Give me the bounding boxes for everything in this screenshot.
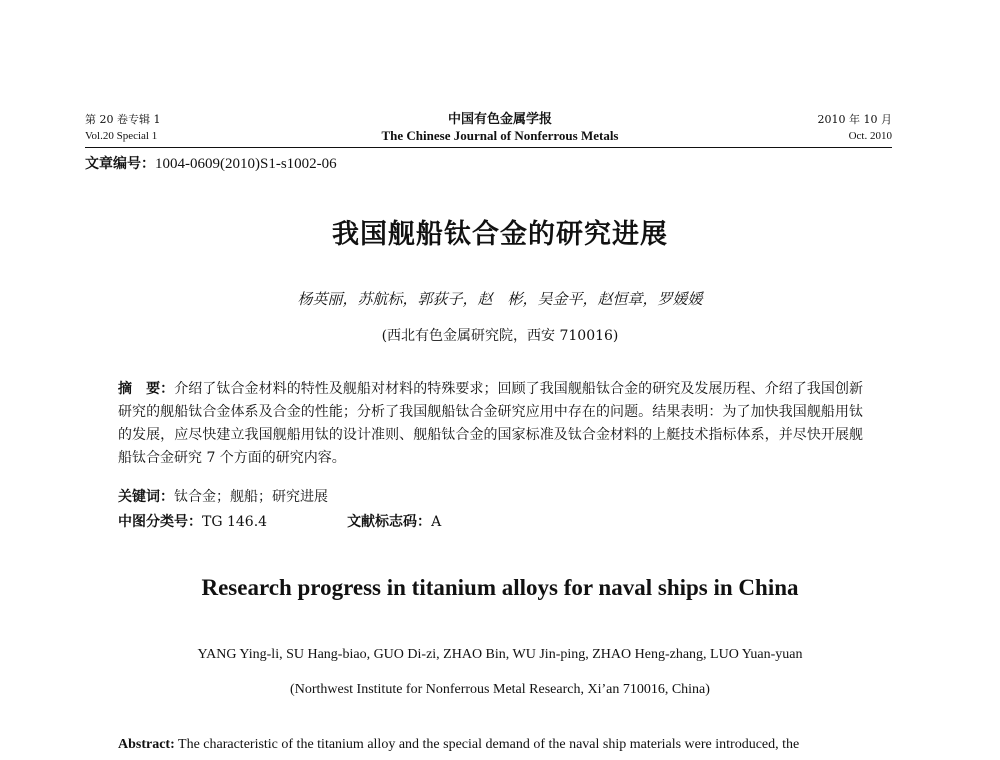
abstract-zh-text: 介绍了钛合金材料的特性及舰船对材料的特殊要求；回顾了我国舰船钛合金的研究及发展历程、介绍了我国创新研究的舰船钛合金体系及合金的性能；分析了我国舰船钛合金研究应用中存在的问题。结果表明：为了加快我国舰船用钛的发展，应尽快建立我国舰船用钛的设计准则、舰船钛合金的国家标准及钛合金材料的上艇技术指标体系，并尽快开展舰船钛合金研究 7 个方面的研究内容。 (118, 381, 864, 466)
article-number-value: 1004-0609(2010)S1-s1002-06 (155, 156, 337, 172)
article-number (85, 153, 337, 173)
journal-title-zh: 中国有色金属学报 (447, 112, 552, 127)
volume-zh: 第 20 卷专辑 1 (85, 113, 161, 126)
authors-zh: 杨英丽，苏航标，郭荻子，赵 彬，吴金平，赵恒章，罗媛媛 (297, 290, 703, 308)
date-zh: 2010 年 10 月 (817, 113, 892, 126)
classification-zh (118, 511, 441, 531)
volume-en: Vol.20 Special 1 (85, 130, 158, 142)
journal-title-en: The Chinese Journal of Nonferrous Metals (381, 128, 619, 143)
keywords-zh-label: 关键词： (118, 489, 174, 505)
affiliation-zh: (西北有色金属研究院，西安 710016) (381, 328, 619, 344)
abstract-en-label: Abstract: (118, 737, 175, 752)
title-zh: 我国舰船钛合金的研究进展 (332, 219, 668, 250)
affiliation-en: (Northwest Institute for Nonferrous Metal Research, Xi’an 710016, China) (290, 682, 710, 697)
classification-value: TG 146.4 (202, 514, 268, 530)
doc-code-value: A (431, 514, 442, 530)
keywords-zh-text: 钛合金；舰船；研究进展 (174, 489, 328, 505)
date-en: Oct. 2010 (848, 130, 892, 142)
title-en: Research progress in titanium alloys for naval ships in China (201, 575, 799, 600)
doc-code-label: 文献标志码： (347, 514, 432, 530)
abstract-zh-label: 摘 要： (118, 381, 175, 397)
classification-label: 中图分类号： (118, 514, 202, 530)
abstract-en (118, 737, 799, 753)
abstract-zh (118, 378, 863, 470)
abstract-en-text: The characteristic of the titanium alloy and the special demand of the naval ship materials were introduced, the (178, 737, 800, 752)
authors-en: YANG Ying-li, SU Hang-biao, GUO Di-zi, ZHAO Bin, WU Jin-ping, ZHAO Heng-zhang, LUO Yuan-yuan (197, 647, 803, 662)
keywords-zh (118, 486, 328, 506)
article-number-label: 文章编号： (85, 156, 155, 172)
header-rule (85, 147, 892, 148)
